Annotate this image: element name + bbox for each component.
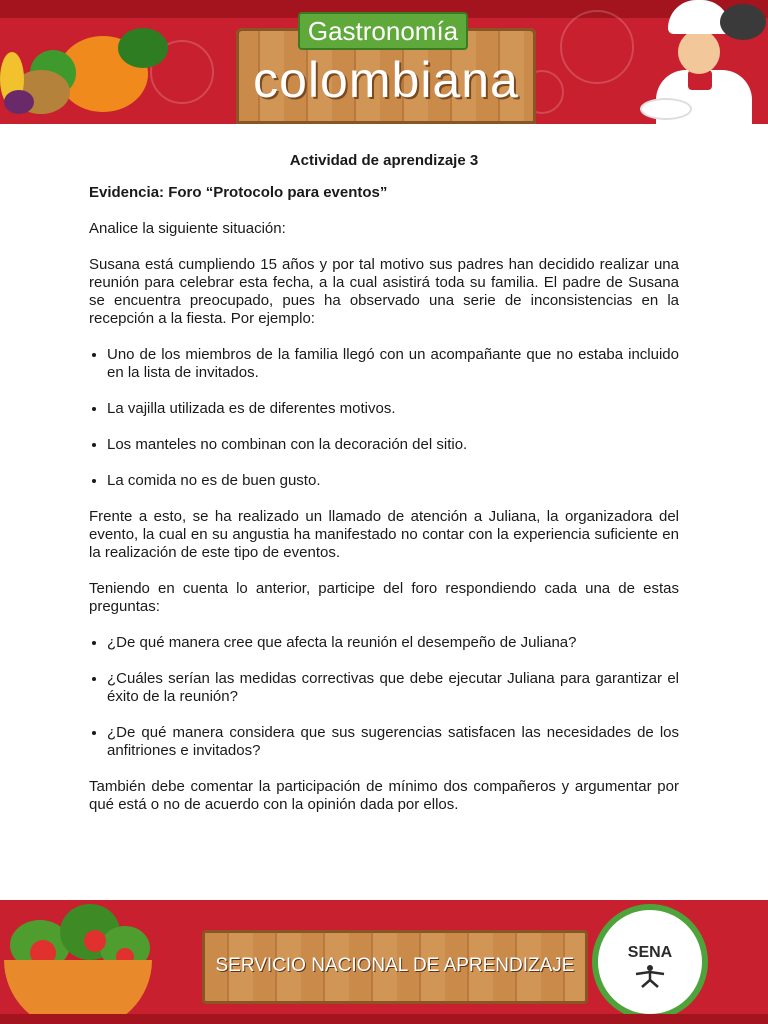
evidence-subtitle: Evidencia: Foro “Protocolo para eventos” bbox=[89, 184, 388, 201]
page-title: Actividad de aprendizaje 3 bbox=[289, 152, 479, 169]
closing-paragraph: También debe comentar la participación de mínimo dos compañeros y argumentar por qué está o no de acuerdo con la opinión dada por ellos. bbox=[89, 778, 679, 813]
sena-figure-icon bbox=[634, 964, 666, 988]
header-banner bbox=[0, 0, 768, 124]
brand-top-label: Gastronomía bbox=[298, 12, 468, 50]
intro-paragraph: Analice la siguiente situación: bbox=[89, 220, 286, 237]
situation-paragraph: Susana está cumpliendo 15 años y por tal motivo sus padres han decidido realizar una reunión para celebrar esta fecha, a la cual asistirá toda su familia. El padre de Susana se encuentra preocupado, pues ha observado una serie de inconsistencias en la recepción a la fiesta. Por ejemplo: bbox=[89, 256, 679, 327]
list-item: • La comida no es de buen gusto. bbox=[107, 472, 679, 490]
document-body bbox=[89, 152, 679, 832]
sena-logo-text: SENA bbox=[627, 944, 673, 961]
list-item: • Los manteles no combinan con la decoración del sitio. bbox=[107, 436, 679, 454]
questions-list bbox=[89, 634, 679, 760]
brand-main-title: colombiana bbox=[253, 52, 519, 108]
list-item: • ¿De qué manera cree que afecta la reunión el desempeño de Juliana? bbox=[107, 634, 679, 652]
decorative-swirl bbox=[560, 10, 634, 84]
institution-name: SERVICIO NACIONAL DE APRENDIZAJE bbox=[215, 955, 575, 976]
list-item: • ¿Cuáles serían las medidas correctivas que debe ejecutar Juliana para garantizar el éxito de la reunión? bbox=[107, 670, 679, 706]
context-paragraph: Frente a esto, se ha realizado un llamado de atención a Juliana, la organizadora del evento, la cual en su angustia ha manifestado no contar con la experiencia suficiente en la realización de este tipo de eventos. bbox=[89, 508, 679, 561]
footer-banner bbox=[0, 900, 768, 1024]
sena-logo bbox=[592, 904, 708, 1020]
footer-stripe bbox=[0, 1014, 768, 1024]
examples-list bbox=[89, 346, 679, 490]
list-item: • La vajilla utilizada es de diferentes motivos. bbox=[107, 400, 679, 418]
instruction-paragraph: Teniendo en cuenta lo anterior, participe del foro respondiendo cada una de estas preguntas: bbox=[89, 580, 679, 615]
list-item: • Uno de los miembros de la familia llegó con un acompañante que no estaba incluido en la lista de invitados. bbox=[107, 346, 679, 382]
list-item: • ¿De qué manera considera que sus sugerencias satisfacen las necesidades de los anfitriones e invitados? bbox=[107, 724, 679, 760]
